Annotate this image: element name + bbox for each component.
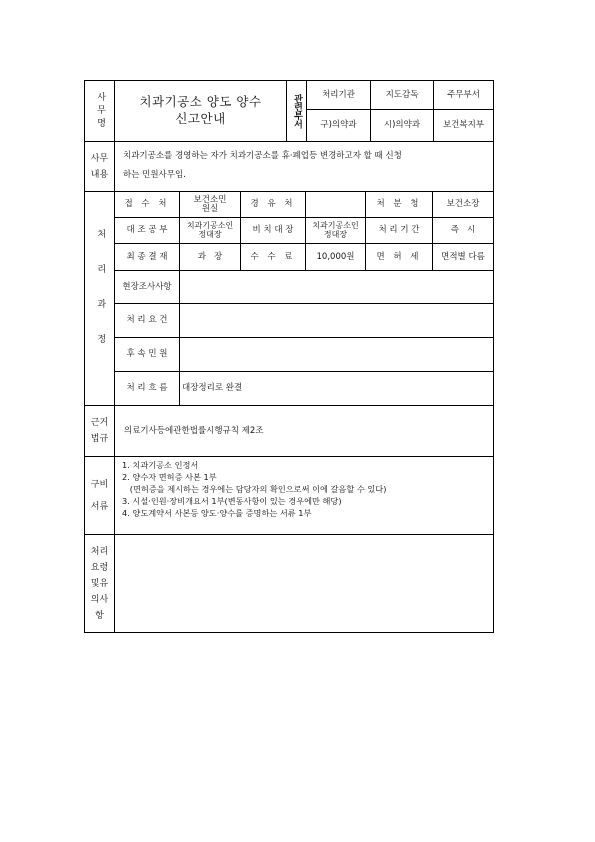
val-period: 즉 시 [450, 225, 476, 236]
val-site-survey [180, 271, 493, 303]
label-flow: 처 리 흐 름 [126, 383, 168, 394]
label-disposition: 처 분 청 [376, 199, 422, 210]
col-guidance: 지도감독 [385, 89, 419, 100]
val-kept-ledger: 치과기공소인정대장 [312, 221, 359, 239]
business-content: 치과기공소를 경영하는 자가 치과기공소를 휴·폐업등 변경하고자 할 때 신청 하는 민원사무임. [123, 151, 402, 180]
val-ledger-check: 치과기공소인정대장 [186, 221, 234, 239]
document-item: 3. 시설·인원·장비개요서 1부(변동사항이 있는 경우에만 해당) [122, 496, 342, 506]
document-item: (면허증을 제시하는 경우에는 담당자의 확인으로써 이에 갈음할 수 있다) [122, 484, 387, 494]
val-guidance: 시)의약과 [383, 120, 421, 131]
label-final-approval: 최 종 결 재 [126, 251, 168, 262]
col-processing-agency: 처리기관 [322, 89, 355, 100]
val-flow: 대장정리로 완결 [182, 383, 243, 394]
document-item: 1. 치과기공소 인정서 [122, 460, 199, 470]
val-follow-up [180, 338, 493, 371]
document-item: 4. 양도계약서 사본등 양도·양수를 증명하는 서류 1부 [122, 508, 312, 518]
col-lead-dept: 주무부서 [447, 89, 480, 100]
page-title: 치과기공소 양도 양수 신고안내 [139, 94, 262, 126]
val-requirements [180, 304, 493, 337]
label-kept-ledger: 비 치 대 장 [252, 225, 294, 236]
label-process: 처리과정 [95, 228, 106, 369]
label-reception: 접 수 처 [124, 199, 170, 210]
label-license-tax: 면 허 세 [376, 251, 422, 262]
label-basis: 근거법규 [90, 418, 109, 444]
val-license-tax: 면적별 다름 [441, 251, 485, 262]
notes-content [115, 535, 493, 633]
label-notes: 처리요령및유의사항 [90, 547, 109, 621]
label-ledger-check: 대 조 공 부 [126, 225, 168, 236]
label-fee: 수 수 료 [250, 251, 296, 262]
label-requirements: 처 리 요 건 [126, 315, 168, 326]
label-site-survey: 현장조사사항 [122, 281, 172, 292]
val-final-approval: 과 장 [197, 251, 223, 262]
val-reception: 보건소민원실 [193, 194, 227, 214]
val-lead-dept: 보건복지부 [442, 120, 485, 131]
label-related-dept: 관련부서 [292, 94, 302, 128]
document-item: 2. 양수자 면허증 사본 1부 [122, 472, 217, 482]
label-business: 사무내용 [90, 153, 109, 180]
basis-content: 의료기사등에관한법률시행규칙 제2조 [124, 425, 264, 436]
label-via: 경 유 처 [250, 199, 296, 210]
val-disposition: 보건소장 [446, 199, 480, 210]
label-documents: 구비서류 [90, 479, 109, 512]
val-fee: 10,000원 [316, 251, 355, 262]
label-follow-up: 후 속 민 원 [126, 349, 168, 360]
label-samu: 사무명 [95, 91, 106, 131]
form-sheet [84, 80, 494, 633]
val-processing-agency: 구)의약과 [320, 120, 357, 131]
documents-list [122, 458, 492, 533]
label-period: 처 리 기 간 [378, 225, 420, 236]
val-via [306, 192, 365, 217]
